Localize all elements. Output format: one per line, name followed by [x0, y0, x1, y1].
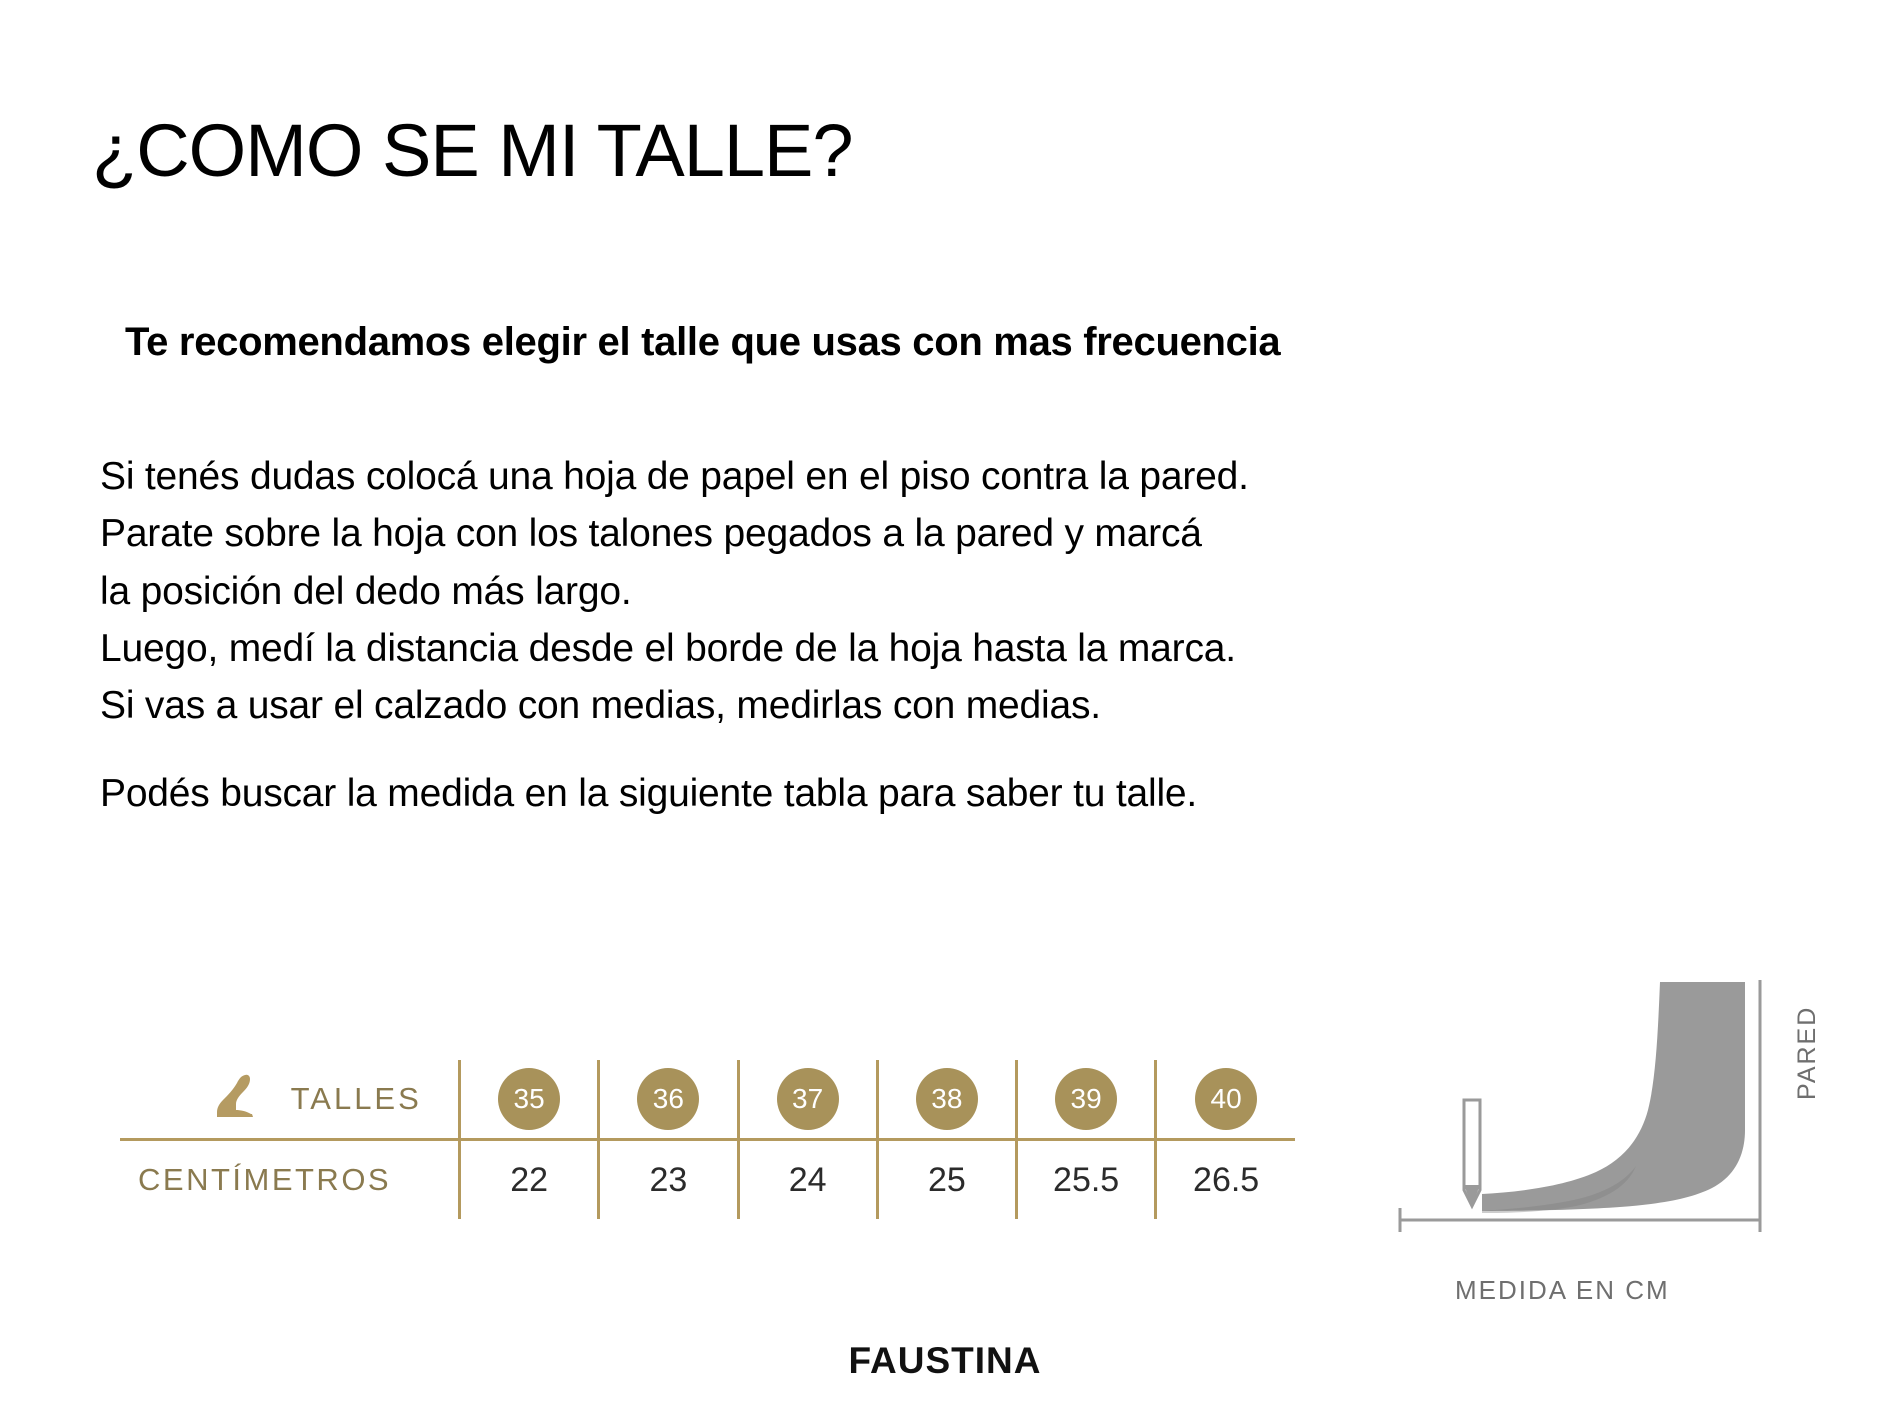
size-table [120, 1060, 1295, 1219]
cm-value: 25 [927, 1160, 966, 1199]
cm-value: 22 [510, 1160, 549, 1199]
paragraph-spacer [100, 735, 1249, 765]
instruction-line-1: Si tenés dudas colocá una hoja de papel en el piso contra la pared. [100, 455, 1249, 498]
cm-value: 25.5 [1053, 1160, 1120, 1199]
sizes-row-label: TALLES [290, 1081, 422, 1116]
page-title: ¿COMO SE MI TALLE? [92, 108, 853, 192]
table-row-sizes [120, 1060, 1295, 1140]
size-cell [599, 1060, 738, 1140]
foot-measurement-diagram [1360, 980, 1830, 1310]
size-badge: 39 [1055, 1068, 1117, 1130]
measure-caption: MEDIDA EN CM [1455, 1275, 1670, 1305]
size-badge: 36 [637, 1068, 699, 1130]
size-chart [0, 1005, 1890, 1320]
cm-value: 23 [649, 1160, 688, 1199]
size-cell [738, 1060, 877, 1140]
cm-cell [1017, 1140, 1156, 1220]
instruction-line-3: la posición del dedo más largo. [100, 569, 632, 613]
size-cell [877, 1060, 1016, 1140]
high-heel-icon [206, 1068, 264, 1131]
cm-cell [460, 1140, 599, 1220]
cm-cell [599, 1140, 738, 1220]
cm-row-label: CENTÍMETROS [138, 1162, 392, 1197]
cm-cell [877, 1140, 1016, 1220]
instruction-closing-line: Podés buscar la medida en la siguiente tabla para saber tu talle. [100, 771, 1198, 815]
cm-value: 24 [788, 1160, 827, 1199]
table-row-centimeters [120, 1140, 1295, 1220]
size-badge: 35 [498, 1068, 560, 1130]
recommendation-text: Te recomendamos elegir el talle que usas con mas frecuencia [125, 320, 1281, 364]
instruction-line-5: Si vas a usar el calzado con medias, medirlas con medias. [100, 684, 1101, 728]
instructions-block [100, 448, 1249, 822]
brand-logo: FAUSTINA [848, 1340, 1042, 1381]
size-badge: 37 [777, 1068, 839, 1130]
size-table-block [120, 1060, 1295, 1219]
instruction-line-2: Parate sobre la hoja con los talones pegados a la pared y marcá [100, 512, 1202, 556]
sizes-row-label-cell [120, 1060, 460, 1140]
size-cell [1156, 1060, 1295, 1140]
cm-row-label-cell [120, 1140, 460, 1220]
size-cell [460, 1060, 599, 1140]
cm-cell [738, 1140, 877, 1220]
size-badge: 40 [1195, 1068, 1257, 1130]
size-badge: 38 [916, 1068, 978, 1130]
cm-cell [1156, 1140, 1295, 1220]
wall-label: PARED [1793, 1005, 1821, 1100]
instruction-line-4: Luego, medí la distancia desde el borde de la hoja hasta la marca. [100, 626, 1236, 670]
size-cell [1017, 1060, 1156, 1140]
cm-value: 26.5 [1193, 1160, 1260, 1199]
